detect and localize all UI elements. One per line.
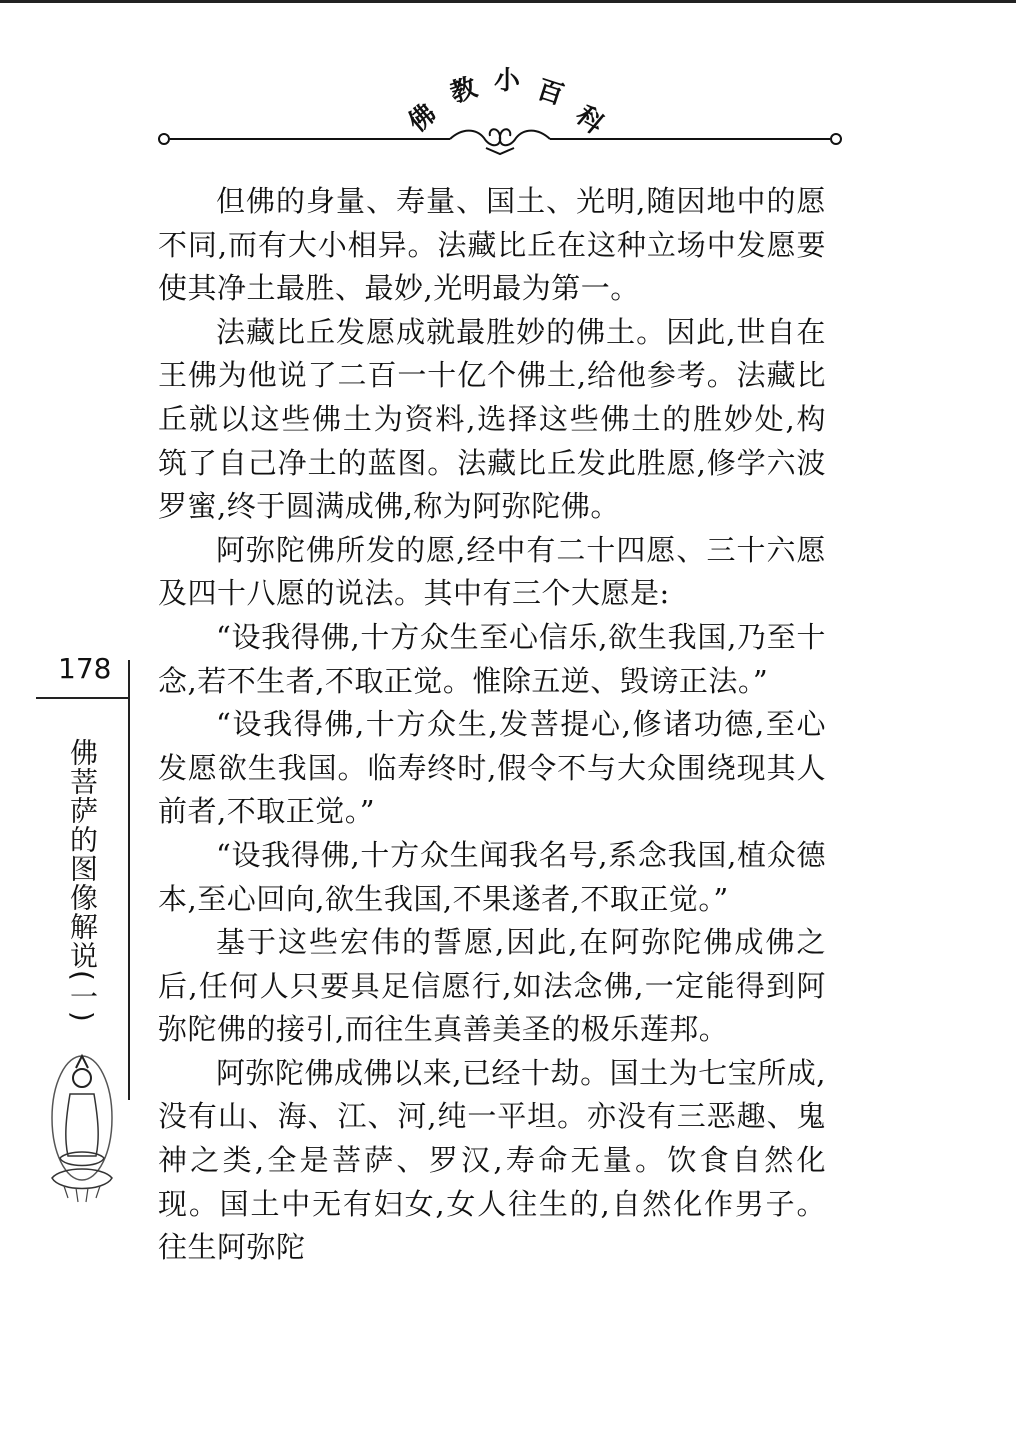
header-char: 教	[446, 72, 481, 110]
sidebar-vertical-rule	[128, 660, 130, 1100]
paragraph: 法藏比丘发愿成就最胜妙的佛土。因此,世自在王佛为他说了二百一十亿个佛土,给他参考。法藏比丘就以这些佛土为资料,选择这些佛土的胜妙处,构筑了自己净土的蓝图。法藏比丘发此胜愿,修学六波罗蜜,终于圆满成佛,称为阿弥陀佛。	[158, 314, 826, 524]
paragraph: “设我得佛,十方众生至心信乐,欲生我国,乃至十念,若不生者,不取正觉。惟除五逆、毁谤正法。”	[158, 619, 826, 698]
sidebar-horizontal-rule	[36, 697, 130, 699]
paragraph: “设我得佛,十方众生,发菩提心,修诸功德,至心发愿欲生我国。临寿终时,假令不与大众围绕现其人前者,不取正觉。”	[158, 707, 826, 829]
header-char: 科	[569, 100, 610, 141]
top-border-line	[0, 0, 1016, 3]
bodhisattva-figure-icon	[44, 1038, 120, 1208]
sidebar-book-title: 佛菩萨的图像解说(一)	[66, 738, 99, 1023]
paragraph: 阿弥陀佛所发的愿,经中有二十四愿、三十六愿及四十八愿的说法。其中有三个大愿是:	[158, 532, 826, 611]
paragraph: 阿弥陀佛成佛以来,已经十劫。国土为七宝所成,没有山、海、江、河,纯一平坦。亦没有三恶趣、鬼神之类,全是菩萨、罗汉,寿命无量。饮食自然化现。国土中无有妇女,女人往生的,自然化作男子。往生阿弥陀	[158, 1055, 826, 1265]
header-char: 百	[533, 74, 568, 112]
header-char: 佛	[403, 98, 443, 139]
paragraph: 基于这些宏伟的誓愿,因此,在阿弥陀佛成佛之后,任何人只要具足信愿行,如法念佛,一定能得到阿弥陀佛的接引,而往生真善美圣的极乐莲邦。	[158, 925, 826, 1047]
paragraph: 但佛的身量、寿量、国土、光明,随因地中的愿不同,而有大小相异。法藏比丘在这种立场中发愿要使其净土最胜、最妙,光明最为第一。	[158, 184, 826, 306]
header-char: 小	[494, 66, 521, 96]
scroll-ornament-icon	[150, 122, 850, 156]
page-number: 178	[58, 652, 112, 685]
body-text	[158, 180, 826, 1270]
paragraph: “设我得佛,十方众生闻我名号,系念我国,植众德本,至心回向,欲生我国,不果遂者,不取正觉。”	[158, 837, 826, 916]
